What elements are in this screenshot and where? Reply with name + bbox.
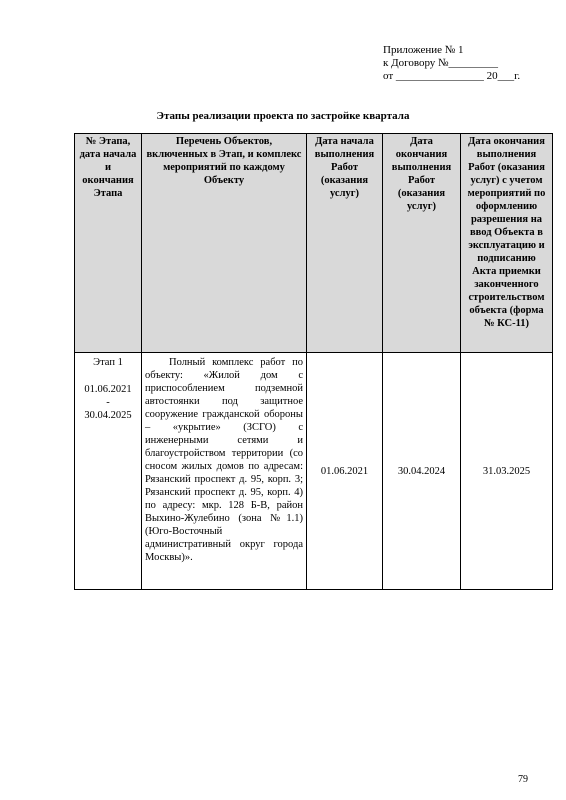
stage-end-date: 30.04.2025 (84, 410, 132, 421)
annex-header (383, 44, 520, 83)
table-header-row (75, 134, 553, 353)
stage-start-date: 01.06.2021 (84, 384, 132, 395)
annex-line-appendix: Приложение № 1 (383, 44, 464, 56)
stage-dash: - (106, 397, 110, 408)
objects-description (142, 353, 307, 590)
page-number: 79 (518, 774, 528, 785)
table-row (75, 353, 553, 590)
header-final-date: Дата окончания выполнения Работ (оказания услуг) с учетом мероприятий по оформлению разрешения на ввод Объекта в эксплуатацию и подписанию Акта приемки законченного строительством объекта (форма № КС-11) (461, 134, 553, 353)
stage-cell (75, 353, 142, 590)
stage-number: Этап 1 (93, 357, 123, 368)
annex-line-date: от ________________ 20___г. (383, 70, 521, 82)
annex-line-contract: к Договору №_________ (383, 57, 499, 69)
start-date-cell: 01.06.2021 (307, 353, 383, 590)
final-date-cell: 31.03.2025 (461, 353, 553, 590)
header-start-date: Дата начала выполнения Работ (оказания услуг) (307, 134, 383, 353)
header-objects: Перечень Объектов, включенных в Этап, и комплекс мероприятий по каждому Объекту (142, 134, 307, 353)
document-title: Этапы реализации проекта по застройке квартала (156, 110, 410, 122)
header-end-date: Дата окончания выполнения Работ (оказания услуг) (383, 134, 461, 353)
description-text: Полный комплекс работ по объекту: «Жилой дом с приспособлением подземной автостоянки под защитное сооружение гражданской обороны – «укрытие» (ЗСГО) с инженерными сетями и благоустройством территории (со сносом жилых домов по адресам: Рязанский проспект д. 95, корп. 3; Рязанский проспект д. 95, корп. 4) по адресу: мкр. 128 Б-В, район Выхино-Жулебино (зона №1.1) (Юго-Восточный административный округ города Москвы)». (145, 357, 303, 563)
end-date-cell: 30.04.2024 (383, 353, 461, 590)
stages-table (74, 133, 553, 590)
header-stage: № Этапа, дата начала и окончания Этапа (75, 134, 142, 353)
